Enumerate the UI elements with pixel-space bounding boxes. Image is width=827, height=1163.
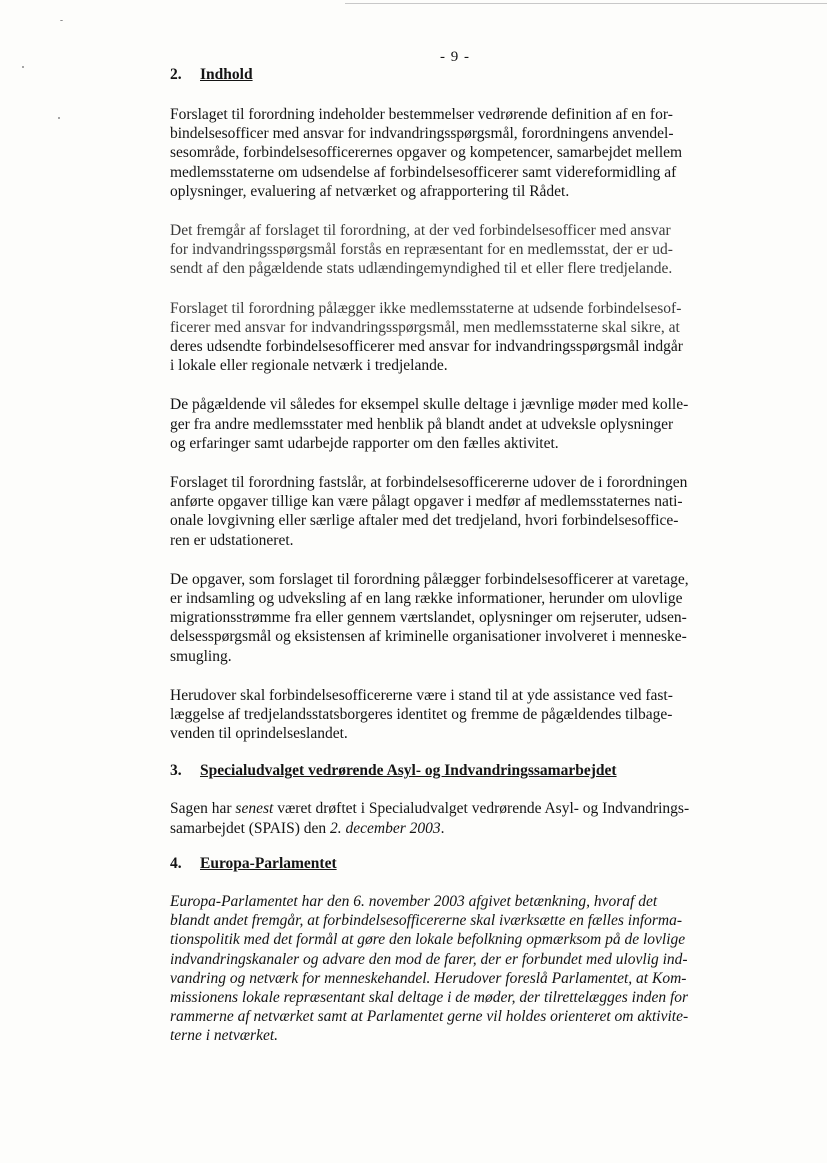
paragraph: Forslaget til forordning pålægger ikke medlemsstaterne at udsende forbindelsesof- ficerer med ansvar for indvandringsspørgsmål, men medlemsstaterne skal sikre, at deres udsendte forbindelsesofficerer med ansvar for indvandringsspørgsmål indgår i lokale eller regionale netværk i tredjelande.	[170, 299, 683, 375]
paragraph: Europa-Parlamentet har den 6. november 2003 afgivet betænkning, hvoraf det blandt andet fremgår, at forbindelsesofficererne skal iværksætte en fælles informa- tionspolitik med det formål at gøre den lokale befolkning opmærksom på de lovlige indvandringskanaler og advare den mod de farer, der er forbundet med ulovlig ind- vandring og netværk for menneskehandel. Herudover foreslå Parlamentet, at Kom- missionens lokale repræsentant skal deltage i de møder, der tilrettelægges inden for rammerne af netværket samt at Parlamentet gerne vil holdes orienteret om aktivite- terne i netværket.	[170, 892, 689, 1045]
paragraph: De opgaver, som forslaget til forordning pålægger forbindelsesofficerer at varetage, er indsamling og udveksling af en lang række informationer, herunder om ulovlige migrationsstrømme fra eller gennem værtslandet, oplysninger om rejseruter, udsen- delsesspørgsmål og eksistensen af kriminelle organisationer involveret i menneske- smugling.	[170, 570, 689, 665]
scan-speck	[22, 66, 24, 68]
section-heading-europa-parlamentet	[170, 853, 738, 875]
section-number: 4.	[170, 854, 182, 872]
paragraph: Det fremgår af forslaget til forordning, at der ved forbindelsesofficer med ansvar for indvandringsspørgsmål forstås en repræsentant for en medlemsstat, der er ud- sendt af den pågældende stats udlændingemyndighed til et eller flere tredjelande.	[170, 222, 673, 278]
section-title: Indhold	[200, 66, 253, 83]
scan-speck	[58, 117, 60, 119]
section-title: Europa-Parlamentet	[200, 854, 337, 872]
document-body	[170, 64, 738, 1046]
paragraph: Herudover skal forbindelsesofficererne være i stand til at yde assistance ved fast- læggelse af tredjelandsstatsborgeres identitet og fremme de pågældendes tilbage- venden til oprindelseslandet.	[170, 686, 673, 743]
section-heading-indhold	[170, 64, 738, 86]
scan-speck	[60, 20, 63, 21]
section-number: 3.	[170, 762, 182, 780]
paragraph: Sagen har senest været drøftet i Specialudvalget vedrørende Asyl- og Indvandrings- samarbejdet (SPAIS) den 2. december 2003.	[170, 800, 690, 837]
paragraph: De pågældende vil således for eksempel skulle deltage i jævnlige møder med kolle- ger fra andre medlemsstater med henblik på blandt andet at udveksle oplysninger og erfaringer samt udarbejde rapporter om den fælles aktivitet.	[170, 396, 689, 452]
page-number: - 9 -	[440, 49, 470, 65]
section-heading-specialudvalget	[170, 760, 738, 782]
section-title: Specialudvalget vedrørende Asyl- og Indvandringssamarbejdet	[200, 762, 617, 780]
paragraph: Forslaget til forordning fastslår, at forbindelsesofficererne udover de i forordningen anførte opgaver tillige kan være pålagt opgaver i medfør af medlemsstaternes nati- onale lovgivning eller særlige aftaler med det tredjeland, hvori forbindelsesoffice- ren er udstationeret.	[170, 474, 688, 549]
paragraph: Forslaget til forordning indeholder bestemmelser vedrørende definition af en for- bindelsesofficer med ansvar for indvandringsspørgsmål, forordningens anvendel- sesområde, forbindelsesofficerernes opgaver og kompetencer, samarbejdet mellem medlemsstaterne om udsendelse af forbindelsesofficerer samt videreformidling af oplysninger, evaluering af netværket og afrapportering til Rådet.	[170, 106, 683, 200]
scan-edge-line	[345, 3, 827, 4]
section-number: 2.	[170, 66, 182, 83]
